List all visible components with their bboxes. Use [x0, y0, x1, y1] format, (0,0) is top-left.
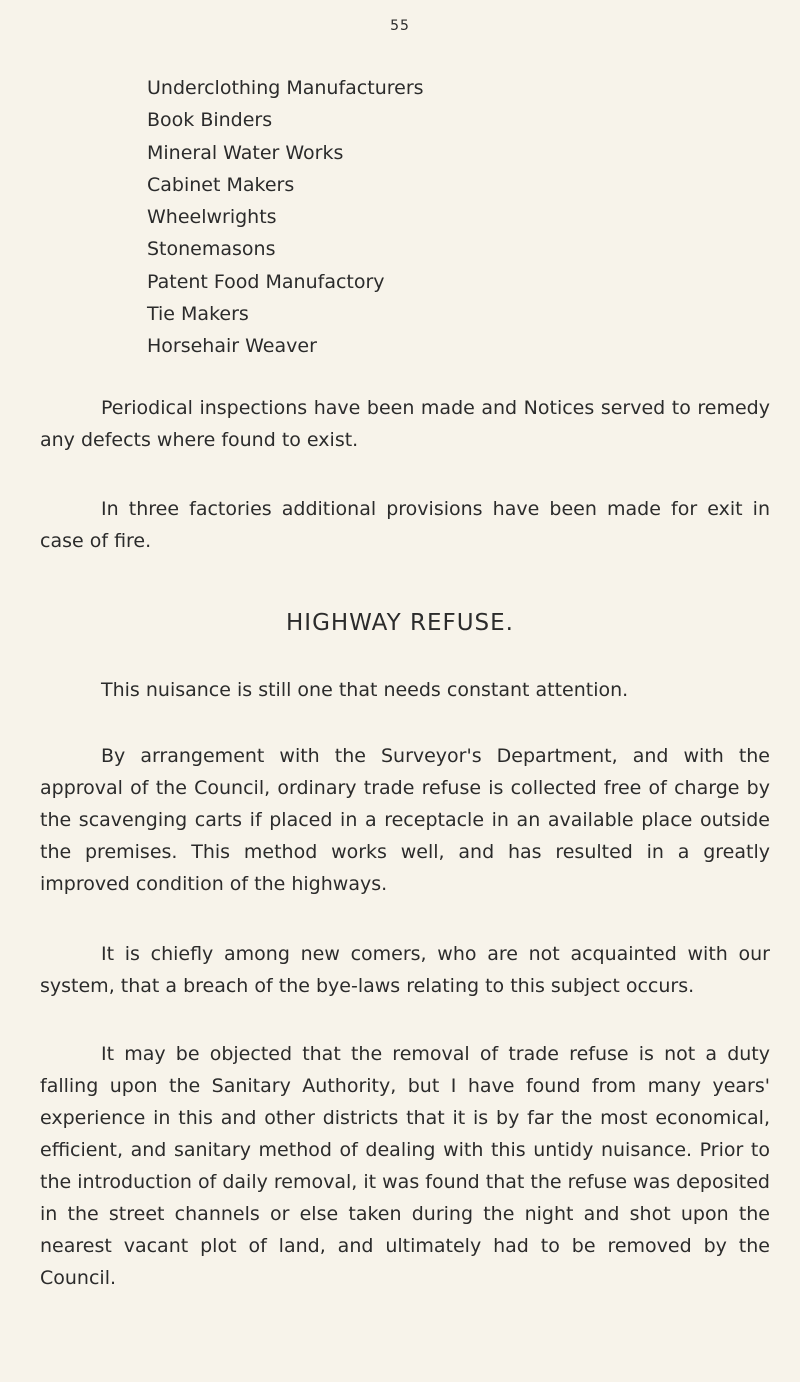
list-item: Mineral Water Works	[147, 141, 344, 164]
paragraph-arrangement: By arrangement with the Surveyor's Department, and with the approval of the Council, ordinary trade refuse is collected free of charge by the scavenging carts if placed in a receptacle in an available place outside the premises. This method works well, and has resulted in a greatly improved condition of the highways.	[40, 745, 770, 895]
list-item: Stonemasons	[147, 238, 276, 261]
trade-list	[147, 72, 424, 363]
paragraph-new-comers: It is chiefly among new comers, who are not acquainted with our system, that a breach of the bye-laws relating to this subject occurs.	[40, 943, 770, 997]
paragraph-objection: It may be objected that the removal of trade refuse is not a duty falling upon the Sanitary Authority, but I have found from many years' experience in this and other districts that it is by far the most economical, efficient, and sanitary method of dealing with this untidy nuisance. Prior to the introduction of daily removal, it was found that the refuse was deposited in the street channels or else taken during the night and shot upon the nearest vacant plot of land, and ultimately had to be removed by the Council.	[40, 1043, 770, 1289]
list-item: Wheelwrights	[147, 206, 277, 229]
list-item: Book Binders	[147, 109, 273, 132]
list-item: Cabinet Makers	[147, 173, 295, 196]
paragraph-inspections: Periodical inspections have been made and Notices served to remedy any defects where found to exist.	[40, 397, 770, 451]
list-item: Tie Makers	[147, 303, 249, 326]
list-item: Patent Food Manufactory	[147, 270, 385, 293]
section-heading: HIGHWAY REFUSE.	[285, 610, 514, 636]
list-item: Horsehair Weaver	[147, 335, 317, 358]
paragraph-fire-exits: In three factories additional provisions have been made for exit in case of fire.	[40, 498, 770, 552]
paragraph-nuisance: This nuisance is still one that needs constant attention.	[101, 679, 629, 701]
page-number: 55	[390, 18, 410, 34]
list-item: Underclothing Manufacturers	[147, 77, 424, 99]
